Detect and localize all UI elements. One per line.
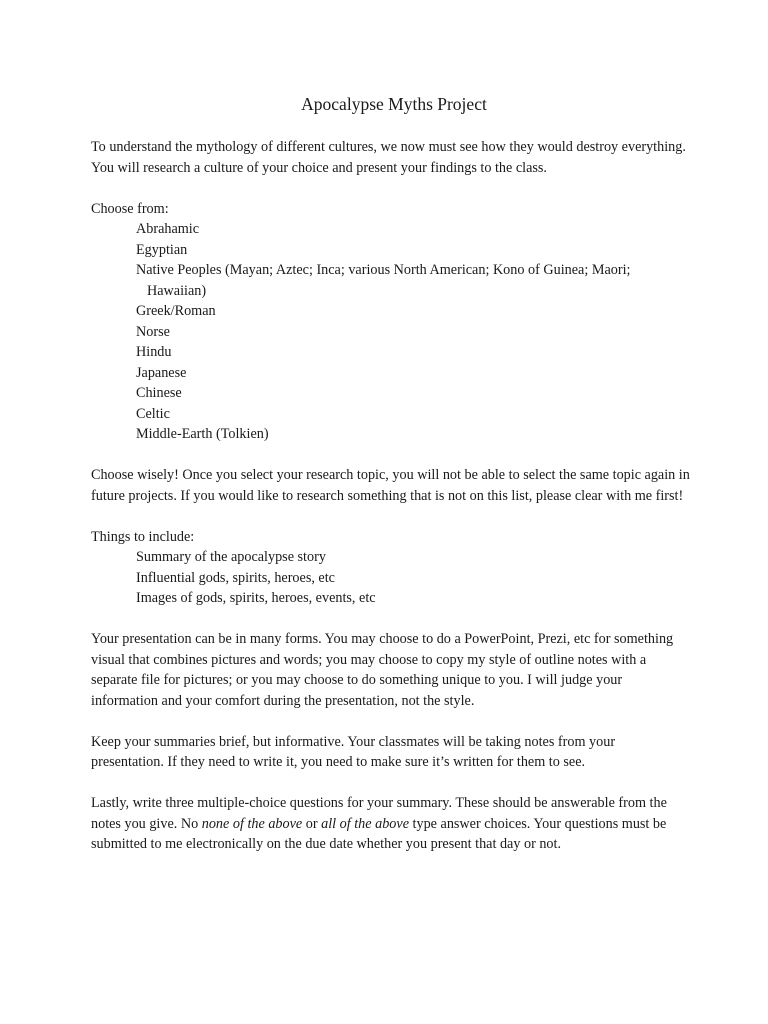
list-item: [136, 260, 691, 301]
document-title: Apocalypse Myths Project: [301, 94, 487, 114]
spacer: [91, 711, 691, 732]
include-items-list: [91, 547, 691, 609]
list-item: Middle-Earth (Tolkien): [136, 426, 269, 442]
summaries-paragraph: Keep your summaries brief, but informative. Your classmates will be taking notes from your presentation. If they need to write it, you need to make sure it’s written for them to see.: [91, 733, 616, 770]
list-item: Hindu: [136, 344, 172, 360]
list-item: Egyptian: [136, 241, 188, 258]
list-item: Japanese: [136, 364, 187, 381]
list-item: Abrahamic: [136, 221, 200, 237]
lastly-emphasis-1: none of the above: [201, 815, 303, 832]
list-item: Chinese: [136, 385, 182, 401]
list-item: Norse: [136, 323, 170, 340]
presentation-paragraph: Your presentation can be in many forms. You may choose to do a PowerPoint, Prezi, etc for something visual that combines pictures and words; you may choose to copy my style of outline notes with a separate file for pictures; or you may choose to do something unique to you. I will judge your information and your comfort during the presentation, not the style.: [91, 631, 674, 709]
list-item: Influential gods, spirits, heroes, etc: [136, 569, 335, 586]
intro-paragraph: To understand the mythology of different cultures, we now must see how they would destroy everything. You will research a culture of your choice and present your findings to the class.: [91, 139, 686, 176]
spacer: [91, 178, 691, 199]
culture-choices-list: [91, 219, 691, 445]
lastly-emphasis-2: all of the above: [321, 815, 409, 832]
list-item-text: Native Peoples (Mayan; Aztec; Inca; various North American; Kono of Guinea; Maori;: [136, 262, 631, 278]
document-page: [91, 92, 691, 855]
lastly-text-1: Lastly, write three multiple-choice questions for your summary. These should be answerable from the notes you give. No: [91, 795, 667, 832]
lastly-paragraph: [91, 793, 691, 855]
choose-heading: Choose from:: [91, 200, 169, 217]
spacer: [91, 609, 691, 630]
list-item: Greek/Roman: [136, 303, 216, 319]
lastly-text-3: type answer choices. Your questions must be submitted to me electronically on the due date whether you present that day or not.: [91, 815, 667, 852]
spacer: [91, 773, 691, 794]
list-item: Summary of the apocalypse story: [136, 549, 326, 565]
lastly-text-2: or: [302, 815, 322, 832]
spacer: [91, 445, 691, 466]
spacer: [91, 506, 691, 527]
include-heading: Things to include:: [91, 528, 195, 545]
list-item: Images of gods, spirits, heroes, events, etc: [136, 590, 376, 606]
list-item-continuation: Hawaiian): [147, 282, 207, 299]
choose-wisely-paragraph: Choose wisely! Once you select your research topic, you will not be able to select the same topic again in future projects. If you would like to research something that is not on this list, please clear with me first!: [91, 467, 690, 504]
list-item: Celtic: [136, 405, 170, 422]
